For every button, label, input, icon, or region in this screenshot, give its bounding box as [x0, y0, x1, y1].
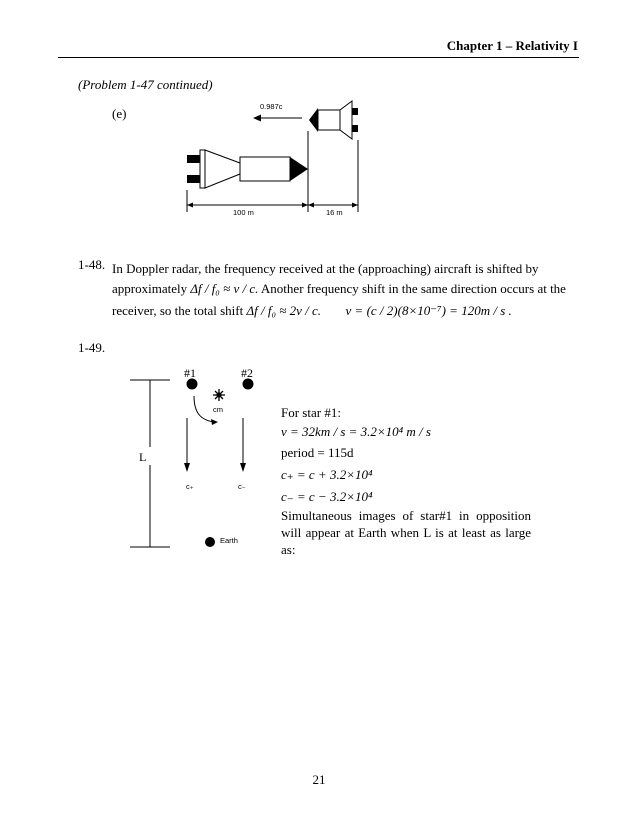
- star-1-label: #1: [184, 366, 196, 380]
- p48-line3: receiver, so the total shift Δf / f₀ ≈ 2v / c. v = (c / 2)(8×10⁻⁷) = 120m / s .: [112, 303, 512, 318]
- star-1-analysis: [281, 404, 531, 558]
- p48-eq1: Δf / f₀ ≈ v / c.: [190, 281, 259, 296]
- earth-label: Earth: [220, 536, 238, 545]
- star-2-label: #2: [241, 366, 253, 380]
- cm-label: cm: [213, 405, 223, 414]
- problem-49-number: 1-49.: [78, 340, 106, 355]
- earth: [205, 537, 215, 547]
- eq-period: period = 115d: [281, 445, 354, 460]
- problem-48-number: 1-48.: [78, 257, 106, 272]
- continued-note: (Problem 1-47 continued): [78, 77, 213, 92]
- chapter-header: Chapter 1 – Relativity I: [446, 38, 578, 53]
- p48-eq2: Δf / f₀ ≈ 2v / c.: [246, 303, 322, 318]
- c-plus-label: c₊: [186, 482, 194, 491]
- page-number: 21: [312, 772, 326, 787]
- p48-line1: In Doppler radar, the frequency received at the (approaching) aircraft is shifted by: [112, 261, 539, 276]
- eq-c-plus: c₊ = c + 3.2×10⁴: [281, 467, 373, 482]
- eq-c-minus: c₋ = c − 3.2×10⁴: [281, 489, 373, 504]
- part-e-label: (e): [112, 106, 127, 121]
- speed-label: 0.987c: [260, 102, 283, 111]
- L-label: L: [139, 450, 147, 464]
- cm-burst-icon: [213, 389, 225, 401]
- eq-velocity: v = 32km / s = 3.2×10⁴ m / s: [281, 424, 431, 439]
- p48-line2: approximately Δf / f₀ ≈ v / c. Another frequency shift in the same direction occurs at the: [112, 281, 566, 296]
- c-minus-label: c₋: [238, 482, 246, 491]
- conclusion-text: Simultaneous images of star#1 in opposition will appear at Earth when L is at least as large as:: [281, 508, 531, 557]
- dim-right-label: 16 m: [326, 208, 343, 217]
- p48-result: v = (c / 2)(8×10⁻⁷) = 120m / s .: [345, 303, 512, 318]
- for-star-label: For star #1:: [281, 405, 341, 420]
- dim-left-label: 100 m: [233, 208, 254, 217]
